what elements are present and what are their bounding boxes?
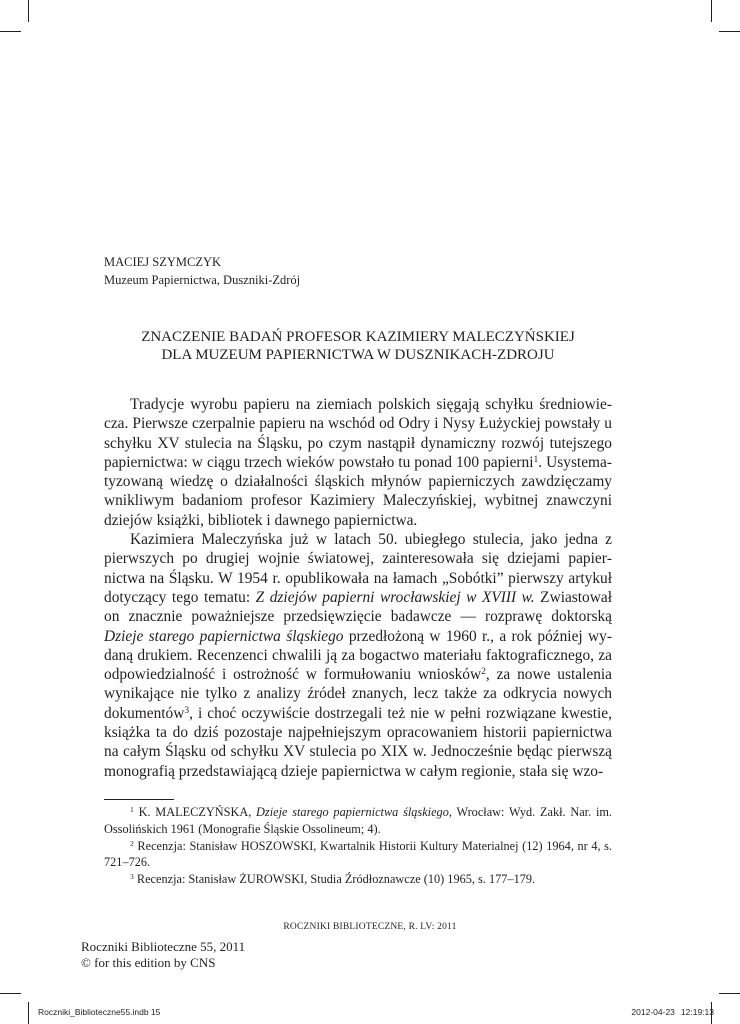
footnote	[104, 804, 612, 838]
slug-filename: Roczniki_Biblioteczne55.indb 15	[38, 1007, 161, 1017]
author-affiliation: Muzeum Papiernictwa, Duszniki-Zdrój	[104, 273, 301, 287]
slug-timestamp	[625, 1007, 714, 1017]
crop-mark	[28, 1002, 29, 1024]
footnote-ref[interactable]: 1	[533, 453, 539, 465]
text-run: K. MALECZYŃSKA,	[133, 805, 257, 819]
footnotes	[104, 804, 612, 888]
italic-title: Dzieje starego papiernictwa śląskiego	[104, 627, 344, 645]
title-line: ZNACZENIE BADAŃ PROFESOR KAZIMIERY MALECZYŃSKIEJ	[141, 329, 575, 345]
crop-mark	[719, 31, 740, 32]
running-footer: ROCZNIKI BIBLIOTECZNE, R. LV: 2011	[283, 922, 457, 932]
imprint	[81, 939, 245, 971]
paragraph	[104, 395, 612, 530]
text-run: , i choć oczywiście dostrzegali też nie w pełni rozwiązane kwestie, książka ta do dziś pozostaje najpełniejszym opracowaniem historii papiernictwa na całym Śląsku od schyłku XV stulecia po XIX w. Jednocześnie będąc pierwszą monografią przedstawiającą dzieje papiernictwa w całym regionie, stała się wzo-	[104, 704, 612, 780]
text-run: , Wrocław: Wyd. Zakł. Nar. im. Ossolińskich 1961 (Monografie Śląskie Ossolineum; 4).	[104, 805, 612, 836]
footnote	[104, 871, 612, 888]
text-run: Zwiastował on znacznie poważniejsze przedsięwzięcie badawcze — rozprawę doktorską	[104, 588, 612, 626]
text-run: . Usystematyzowaną wiedzę o działalności śląskich młynów papierniczych zawdzięczamy wnikliwym badaniom profesor Kazimiery Maleczyńskiej, wybitnej znawczyni dziejów książki, bibliotek i dawnego papiernictwa.	[104, 453, 612, 529]
crop-mark	[28, 0, 29, 22]
slug-time: 12:19:13	[680, 1007, 714, 1017]
imprint-line: Roczniki Biblioteczne 55, 2011	[81, 939, 246, 954]
italic-title: Dzieje starego papiernictwa śląskiego	[256, 805, 449, 819]
footnote-divider	[104, 799, 174, 800]
text-run: Recenzja: Stanisław HOSZOWSKI, Kwartalnik Historii Kultury Materialnej (12) 1964, nr 4, s. 721–726.	[104, 838, 612, 870]
footnote-ref[interactable]: 3	[184, 704, 190, 716]
footnote-number: 3	[130, 872, 134, 881]
text-run: Recenzja: Stanisław ŻUROWSKI, Studia Źródłoznawcze (10) 1965, s. 177–179.	[133, 872, 536, 887]
paragraph	[104, 530, 612, 781]
author-name: MACIEJ SZYMCZYK	[104, 255, 222, 269]
footnote-ref[interactable]: 2	[481, 665, 486, 677]
italic-title: Z dziejów papierni wrocławskiej w XVIII w.	[255, 588, 535, 606]
article-body	[104, 395, 612, 781]
title-line: DLA MUZEUM PAPIERNICTWA W DUSZNIKACH-ZDROJU	[161, 347, 555, 363]
footnote	[104, 838, 612, 872]
text-run: Kazimiera Maleczyńska już w latach 50. ubiegłego stulecia, jako jedna z pierwszych po drugiej wojnie światowej, zainteresowała się dziejami papiernictwa na Śląsku. W 1954 r. opublikowała na łamach „Sobótki” pierwszy artykuł dotyczący tego tematu:	[104, 531, 612, 606]
text-run: przedłożoną w 1960 r., a rok później wydaną drukiem. Recenzenci chwalili ją za bogactwo materiału faktograficznego, za odpowiedzialność i ostrożność w formułowaniu wniosków	[104, 627, 612, 684]
crop-mark	[0, 31, 21, 32]
crop-mark	[0, 993, 21, 994]
article-title	[104, 328, 612, 364]
author-block	[104, 253, 300, 289]
footnote-number: 1	[130, 804, 134, 814]
slug-date: 2012-04-23	[631, 1007, 675, 1017]
crop-mark	[719, 993, 740, 994]
text-run: , za nowe ustalenia wynikające nie tylko z analizy źródeł znanych, lecz także za odkrycia nowych dokumentów	[104, 666, 612, 722]
footnote-number: 2	[130, 838, 134, 848]
text-run: Tradycje wyrobu papieru na ziemiach polskich sięgają schyłku średniowiecza. Pierwsze czerpalnie papieru na wschód od Odry i Nysy Łużyckiej powstały u schyłku XV stulecia na Śląsku, po czym nastąpił dynamiczny rozwój tutejszego papiernictwa: w ciągu trzech wieków powstało tu ponad 100 papierni	[104, 396, 612, 471]
imprint-line: © for this edition by CNS	[81, 955, 216, 970]
crop-mark	[711, 0, 712, 22]
